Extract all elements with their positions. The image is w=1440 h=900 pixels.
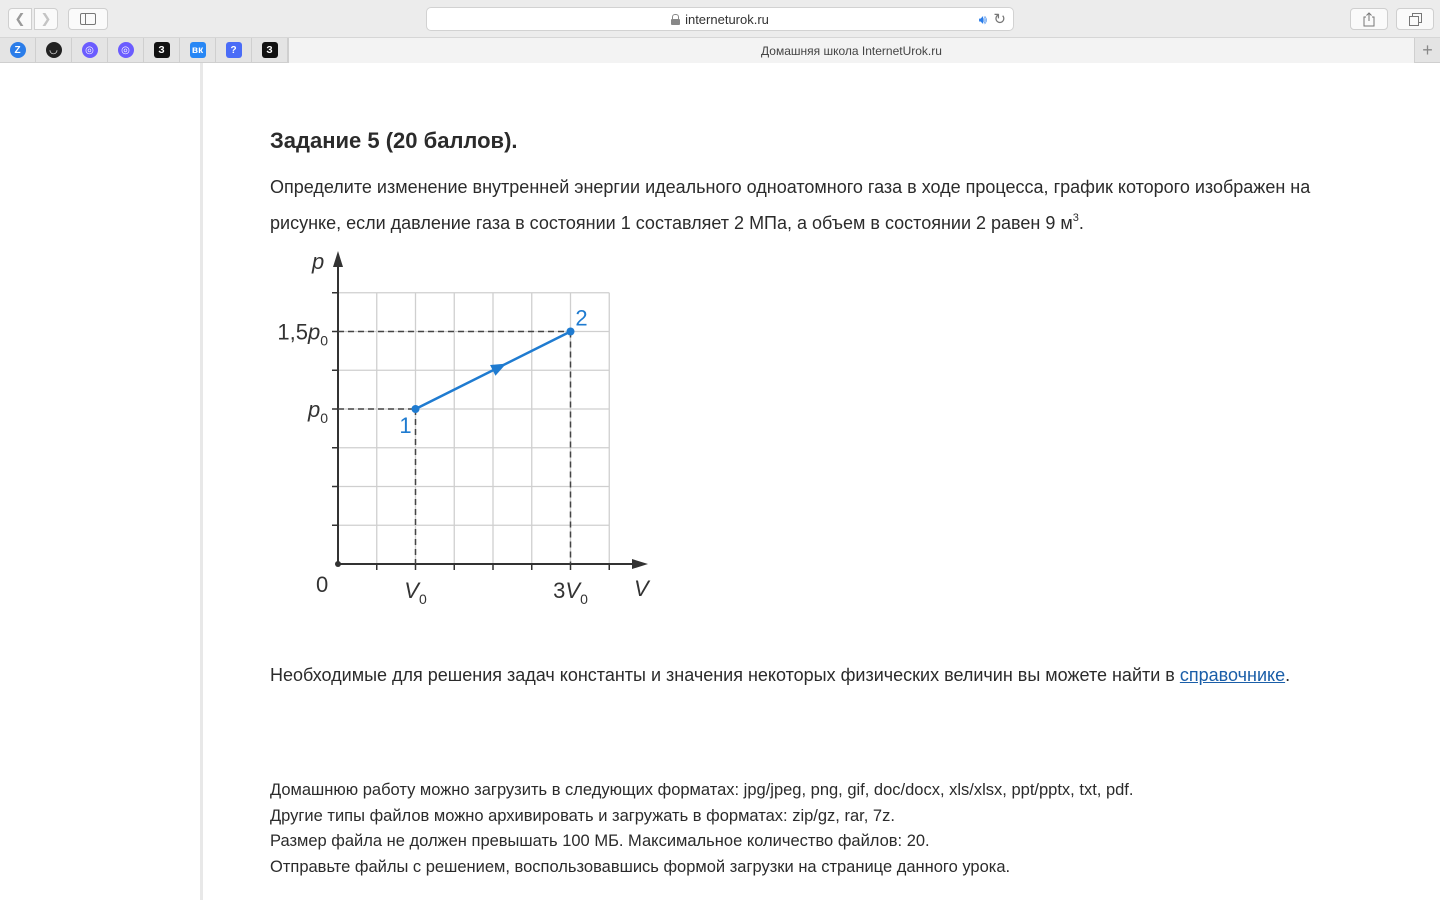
- x-tick-label: $3V_0$: [553, 578, 588, 607]
- tab-title: Домашняя школа InternetUrok.ru: [761, 43, 942, 58]
- question-icon: ?: [226, 42, 242, 58]
- pinned-tab[interactable]: [216, 38, 252, 62]
- info-line: Домашнюю работу можно загрузить в следующих форматах: jpg/jpeg, png, gif, doc/docx, xls/xlsx, ppt/pptx, txt, pdf.: [270, 781, 1134, 799]
- page-content: [0, 63, 1440, 900]
- y-tick-label: $p_0$: [307, 397, 328, 426]
- tab-overview-button[interactable]: [1396, 8, 1434, 30]
- pinned-tab[interactable]: [252, 38, 288, 62]
- x-axis-label: V: [634, 576, 649, 601]
- reference-line: [270, 665, 1290, 686]
- z-icon: Z: [10, 42, 26, 58]
- zen-icon: З: [262, 42, 278, 58]
- share-button[interactable]: [1350, 8, 1388, 30]
- task-title: Задание 5 (20 баллов).: [270, 128, 518, 153]
- task-text-sup: 3: [1072, 212, 1079, 224]
- share-icon: [1363, 12, 1375, 27]
- reference-end: .: [1285, 665, 1291, 685]
- pinned-tab[interactable]: [108, 38, 144, 62]
- state-label-2: 2: [575, 305, 588, 331]
- x-axis-arrow: [632, 559, 648, 569]
- upload-info: [270, 778, 1133, 880]
- reference-text: Необходимые для решения задач константы и значения некоторых физических величин вы можете найти в: [270, 665, 1180, 685]
- lock-icon: [671, 14, 680, 25]
- new-tab-button[interactable]: [1414, 38, 1440, 62]
- forward-button[interactable]: [34, 8, 58, 30]
- pinned-tab[interactable]: [72, 38, 108, 62]
- zen-icon: З: [154, 42, 170, 58]
- info-line: Размер файла не должен превышать 100 МБ. Максимальное количество файлов: 20.: [270, 832, 930, 850]
- y-axis-label: p: [312, 249, 325, 274]
- alice-icon: ◎: [82, 42, 98, 58]
- sidebar-icon: [80, 13, 96, 25]
- active-tab[interactable]: [288, 38, 1414, 63]
- address-url: interneturok.ru: [685, 11, 769, 27]
- x-tick-label: $V_0$: [404, 578, 427, 607]
- task-text-end: .: [1078, 213, 1084, 233]
- plus-icon: +: [1422, 39, 1433, 60]
- address-bar[interactable]: [426, 7, 1014, 31]
- alice-icon: ◎: [118, 42, 134, 58]
- tabs-icon: [1409, 13, 1422, 26]
- tab-bar: [0, 38, 1440, 63]
- sidebar-toggle-button[interactable]: [68, 8, 108, 30]
- state-label-1: 1: [399, 413, 412, 438]
- pv-diagram: [262, 241, 662, 611]
- info-line: Другие типы файлов можно архивировать и загружать в форматах: zip/gz, rar, 7z.: [270, 806, 895, 825]
- chevron-right-icon: ❯: [40, 11, 52, 26]
- y-tick-label: $1,5p_0$: [277, 319, 328, 349]
- pinned-tab[interactable]: [180, 38, 216, 62]
- state-point-1: [412, 405, 420, 413]
- pinned-tab[interactable]: [36, 38, 72, 62]
- origin-label: 0: [316, 572, 329, 597]
- speaker-icon[interactable]: 🔊︎: [978, 12, 987, 27]
- reference-link[interactable]: справочнике: [1179, 665, 1286, 685]
- chevron-left-icon: ❮: [14, 11, 26, 26]
- origin-dot: [335, 561, 341, 567]
- pinned-tab[interactable]: [144, 38, 180, 62]
- vk-icon: вк: [190, 42, 206, 58]
- reload-icon[interactable]: ↻: [993, 11, 1006, 28]
- y-axis-arrow: [333, 251, 343, 267]
- info-line: Отправьте файлы с решением, воспользовавшись формой загрузки на странице данного урока.: [270, 857, 1011, 876]
- task-text-main: Определите изменение внутренней энергии идеального одноатомного газа в ходе процесса, график которого изображен на рисунке, если давление газа в состоянии 1 составляет 2 МПа, а объем в состоянии 2 равен 9 м: [270, 177, 1311, 233]
- task-text: [270, 172, 1350, 239]
- back-button[interactable]: [8, 8, 32, 30]
- browser-toolbar: [0, 0, 1440, 38]
- state-point-2: [567, 328, 575, 336]
- pinned-tab[interactable]: [0, 38, 36, 62]
- content-border: [200, 63, 203, 900]
- smile-icon: ◡: [46, 42, 62, 58]
